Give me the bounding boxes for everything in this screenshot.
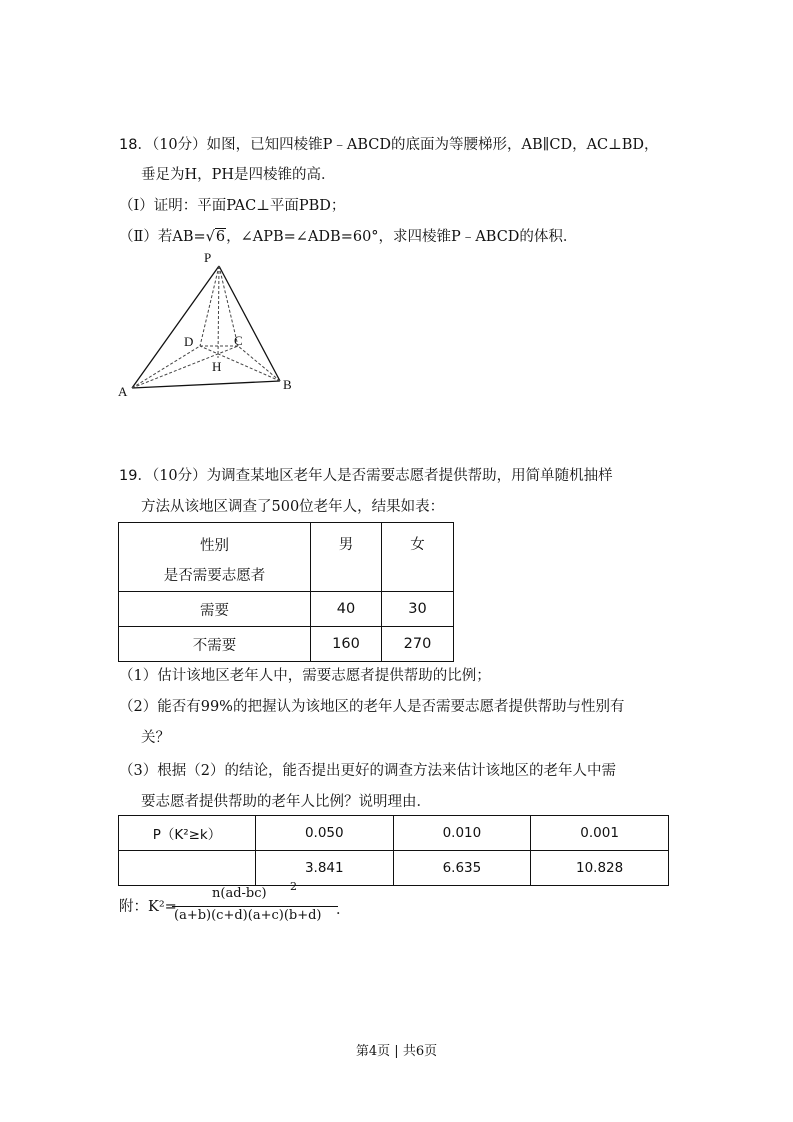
k-cell: 0.010 bbox=[393, 816, 531, 851]
appendix-prefix: 附：K²= bbox=[119, 899, 177, 915]
q19-sub1: （1）估计该地区老年人中，需要志愿者提供帮助的比例； bbox=[119, 668, 491, 684]
header-cell-diagonal bbox=[119, 523, 311, 592]
edge-PB bbox=[219, 266, 280, 381]
k-cell: P（K²≥k） bbox=[119, 816, 256, 851]
vertex-label-A: A bbox=[118, 384, 128, 399]
k-cell: 0.001 bbox=[531, 816, 669, 851]
survey-table bbox=[118, 522, 454, 662]
q19-sub3-line1: （3）根据（2）的结论，能否提出更好的调查方法来估计该地区的老年人中需 bbox=[119, 763, 616, 779]
row-label: 需要 bbox=[119, 592, 311, 627]
cell-male: 160 bbox=[311, 627, 382, 662]
k-cell: 0.050 bbox=[255, 816, 393, 851]
edge-PD bbox=[200, 266, 219, 346]
table-row bbox=[119, 851, 669, 886]
vertex-label-D: D bbox=[184, 334, 194, 349]
table-row bbox=[119, 627, 454, 662]
q19-number: 19． bbox=[119, 468, 152, 484]
pyramid-figure bbox=[112, 248, 312, 400]
q19-score: （10分） bbox=[151, 468, 207, 484]
q18-part1: （Ⅰ）证明：平面PAC⊥平面PBD； bbox=[119, 198, 346, 214]
k-cell: 6.635 bbox=[393, 851, 531, 886]
page-footer: 第4页 | 共6页 bbox=[355, 1044, 438, 1059]
q18-part2-b: ，∠APB=∠ADB=60°，求四棱锥P﹣ABCD的体积． bbox=[226, 229, 578, 245]
edge-AD bbox=[132, 346, 200, 388]
formula-numerator: n(ad-bc) bbox=[212, 886, 267, 901]
table-row bbox=[119, 523, 454, 592]
table-row bbox=[119, 592, 454, 627]
diag-AC bbox=[132, 346, 238, 388]
cell-female: 270 bbox=[382, 627, 454, 662]
q18-part2-radicand: 6 bbox=[215, 229, 226, 245]
q18-part2 bbox=[119, 227, 577, 247]
q18-part2-a: （Ⅱ）若AB= bbox=[119, 229, 206, 245]
header-female: 女 bbox=[382, 523, 454, 592]
q18-stem-line2: 垂足为H，PH是四棱锥的高． bbox=[141, 167, 336, 183]
q19-sub3-line2: 要志愿者提供帮助的老年人比例？说明理由． bbox=[141, 794, 431, 810]
row-label: 不需要 bbox=[119, 627, 311, 662]
k-cell: 3.841 bbox=[255, 851, 393, 886]
k-cell: 10.828 bbox=[531, 851, 669, 886]
q18-stem1: 如图，已知四棱锥P﹣ABCD的底面为等腰梯形，AB∥CD，AC⊥BD， bbox=[206, 137, 659, 153]
q18-stem-line1 bbox=[119, 135, 659, 155]
sqrt-symbol: √6 bbox=[205, 229, 226, 245]
q19-stem1: 为调查某地区老年人是否需要志愿者提供帮助，用简单随机抽样 bbox=[206, 468, 613, 484]
formula-exponent: 2 bbox=[290, 880, 297, 893]
formula-denominator: (a+b)(c+d)(a+c)(b+d) bbox=[174, 908, 322, 923]
table-row bbox=[119, 816, 669, 851]
formula-suffix: ． bbox=[336, 902, 351, 918]
k-squared-formula bbox=[172, 880, 342, 928]
q19-sub2-line1: （2）能否有99%的把握认为该地区的老年人是否需要志愿者提供帮助与性别有 bbox=[119, 699, 625, 715]
cell-male: 40 bbox=[311, 592, 382, 627]
vertex-label-B: B bbox=[283, 377, 292, 392]
k-critical-table bbox=[118, 815, 669, 886]
edge-PA bbox=[132, 266, 222, 388]
vertex-label-C: C bbox=[234, 333, 243, 348]
q18-number: 18． bbox=[119, 137, 152, 153]
edge-BC bbox=[238, 346, 280, 381]
k-cell bbox=[119, 851, 256, 886]
vertex-label-H: H bbox=[212, 359, 222, 374]
edge-AB bbox=[132, 381, 280, 388]
header-need-volunteer: 是否需要志愿者 bbox=[163, 568, 266, 584]
q19-stem-line1 bbox=[119, 466, 613, 486]
cell-female: 30 bbox=[382, 592, 454, 627]
edge-PH bbox=[218, 266, 219, 358]
fraction-bar bbox=[172, 906, 338, 907]
vertex-label-P: P bbox=[204, 250, 212, 265]
header-gender: 性别 bbox=[200, 538, 229, 554]
q19-sub2-line2: 关？ bbox=[141, 730, 170, 746]
q18-score: （10分） bbox=[151, 137, 207, 153]
q19-stem-line2: 方法从该地区调查了500位老年人，结果如表： bbox=[141, 499, 445, 515]
header-male: 男 bbox=[311, 523, 382, 592]
